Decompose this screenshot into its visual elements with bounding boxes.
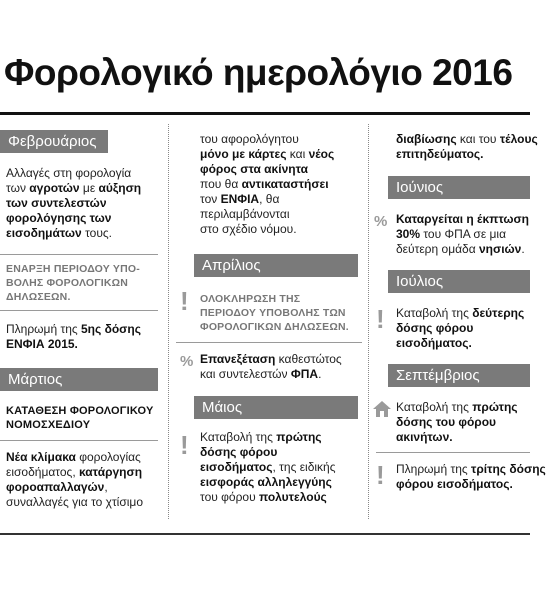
exclamation-icon: ! xyxy=(180,430,189,460)
may-line1b: πρώτης xyxy=(276,430,322,444)
may-line4: εισφοράς αλληλεγγύης xyxy=(200,475,332,489)
month-header-feb: Φεβρουάριος xyxy=(0,130,108,153)
mar-caps-line1: ΚΑΤΑΘΕΣΗ ΦΟΡΟΛΟΓΙΚΟΥ xyxy=(6,405,154,417)
sep-text xyxy=(396,400,546,445)
feb-line4: φορολόγησης των xyxy=(6,211,112,225)
mar-caps-line2: ΝΟΜΟΣΧΕΔΙΟΥ xyxy=(6,419,91,431)
feb-line1: Αλλαγές στη φορολογία xyxy=(6,166,132,180)
feb-caps-line2: ΒΟΛΗΣ ΦΟΡΟΛΟΓΙΚΩΝ xyxy=(6,277,129,289)
feb-line3: των συντελεστών xyxy=(6,196,107,210)
jun-line3b: νησιών xyxy=(479,242,522,256)
col2-line7: στο σχέδιο νόμου. xyxy=(200,222,297,236)
apr-line1a: Επανεξέταση xyxy=(200,352,276,366)
percent-icon: % xyxy=(180,353,194,370)
divider xyxy=(176,342,362,343)
sep-line3: ακινήτων. xyxy=(396,430,453,444)
sep2-line1b: τρίτης δόσης xyxy=(471,462,546,476)
column-divider xyxy=(368,124,369,519)
jun-text xyxy=(396,212,546,257)
apr-caps-line2: ΠΕΡΙΟΔΟΥ ΥΠΟΒΟΛΗΣ ΤΩΝ xyxy=(200,307,346,319)
month-header-may: Μάιος xyxy=(194,396,358,419)
apr-caps-line3: ΦΟΡΟΛΟΓΙΚΩΝ ΔΗΛΩΣΕΩΝ. xyxy=(200,321,349,333)
apr-line1b: καθεστώτος xyxy=(275,352,342,366)
exclamation-icon: ! xyxy=(180,286,189,316)
sep-line1a: Καταβολή της xyxy=(396,400,473,414)
mar-line1a: Νέα κλίμακα xyxy=(6,450,76,464)
month-header-mar: Μάρτιος xyxy=(0,368,158,391)
mar-line1b: φορολογίας xyxy=(75,450,141,464)
enfia-line2: ΕΝΦΙΑ 2015. xyxy=(6,337,78,351)
jun-line2a: 30% xyxy=(396,227,421,241)
exclamation-icon: ! xyxy=(376,460,385,490)
sep-text-2 xyxy=(396,462,546,492)
mar-line4: συναλλαγές για το χτίσιμο xyxy=(6,495,144,509)
col2-line2c: νέος xyxy=(308,147,335,161)
enfia-line1b: 5ης δόσης xyxy=(81,322,141,336)
feb-line2d: αύξηση xyxy=(98,181,142,195)
mar-line3b: , xyxy=(104,480,108,494)
mar-line2b: κατάργηση xyxy=(79,465,143,479)
month-header-jul: Ιούλιος xyxy=(388,270,530,293)
feb-line5b: τους. xyxy=(81,226,112,240)
apr-line2c: . xyxy=(318,367,322,381)
feb-line2b: αγροτών xyxy=(29,181,80,195)
col2-top-text xyxy=(200,132,370,237)
may-line5a: του φόρου xyxy=(200,490,259,504)
jul-line1a: Καταβολή της xyxy=(396,306,473,320)
jun-line2b: του ΦΠΑ σε μια xyxy=(420,227,507,241)
feb-line2c: με xyxy=(79,181,99,195)
bottom-rule xyxy=(0,533,530,535)
col3-top-text xyxy=(396,132,546,162)
page-title: Φορολογικό ημερολόγιο 2016 xyxy=(4,52,513,93)
feb-enfia-text xyxy=(6,322,164,352)
may-line2: δόσης φόρου xyxy=(200,445,278,459)
col3-line1b: και του xyxy=(456,132,500,146)
may-text xyxy=(200,430,372,505)
month-header-jun: Ιούνιος xyxy=(388,176,530,199)
may-line1a: Καταβολή της xyxy=(200,430,277,444)
house-icon xyxy=(372,400,392,421)
enfia-line1a: Πληρωμή της xyxy=(6,322,81,336)
col2-line2b: και xyxy=(286,147,309,161)
mar-line2a: εισοδήματος, xyxy=(6,465,79,479)
exclamation-icon: ! xyxy=(376,304,385,334)
feb-text xyxy=(6,166,166,241)
col2-line5a: τον xyxy=(200,192,221,206)
col2-line4b: αντικαταστήσει xyxy=(241,177,329,191)
mar-line3a: φοροαπαλλαγών xyxy=(6,480,105,494)
jun-line1: Καταργείται η έκπτωση xyxy=(396,212,530,226)
col2-line2a: μόνο με κάρτες xyxy=(200,147,287,161)
col3-line2: επιτηδεύματος. xyxy=(396,147,484,161)
col2-line5b: ΕΝΦΙΑ xyxy=(220,192,260,206)
mar-caps-block xyxy=(6,404,166,432)
feb-line2a: των xyxy=(6,181,30,195)
sep2-line1a: Πληρωμή της xyxy=(396,462,471,476)
title-rule xyxy=(0,112,530,115)
month-header-sep: Σεπτέμβριος xyxy=(388,364,530,387)
may-line3b: , της ειδικής xyxy=(272,460,336,474)
apr-caps-line1: ΟΛΟΚΛΗΡΩΣΗ ΤΗΣ xyxy=(200,293,301,305)
jul-line1b: δεύτερης xyxy=(472,306,525,320)
may-line5b: πολυτελούς xyxy=(259,490,327,504)
divider xyxy=(0,310,158,311)
jun-line3c: . xyxy=(521,242,525,256)
may-line3a: εισοδήματος xyxy=(200,460,273,474)
feb-line5a: εισοδημάτων xyxy=(6,226,82,240)
apr-caps-block xyxy=(200,292,372,334)
column-divider xyxy=(168,124,169,519)
sep-line1b: πρώτης xyxy=(472,400,518,414)
sep-line2: δόσης του φόρου xyxy=(396,415,497,429)
col2-line4a: που θα xyxy=(200,177,242,191)
jul-line2: δόσης φόρου xyxy=(396,321,474,335)
col3-line1c: τέλους xyxy=(499,132,538,146)
month-header-apr: Απρίλιος xyxy=(194,254,358,277)
apr-line2a: και συντελεστών xyxy=(200,367,291,381)
jun-line3a: δεύτερη ομάδα xyxy=(396,242,479,256)
col2-line6: περιλαμβάνονται xyxy=(200,207,290,221)
jul-line3: εισοδήματος. xyxy=(396,336,472,350)
col3-line1a: διαβίωσης xyxy=(396,132,457,146)
percent-icon: % xyxy=(374,213,388,230)
feb-caps-line1: ΕΝΑΡΞΗ ΠΕΡΙΟΔΟΥ ΥΠΟ- xyxy=(6,263,140,275)
divider xyxy=(376,452,530,453)
apr-text xyxy=(200,352,370,382)
mar-text xyxy=(6,450,168,510)
jul-text xyxy=(396,306,546,351)
col2-line3: φόρος στα ακίνητα xyxy=(200,162,308,176)
col2-line5c: , θα xyxy=(259,192,280,206)
sep2-line2: φόρου εισοδήματος. xyxy=(396,477,513,491)
feb-caps-block xyxy=(6,262,164,304)
apr-line2b: ΦΠΑ xyxy=(290,367,319,381)
feb-caps-line3: ΔΗΛΩΣΕΩΝ. xyxy=(6,291,71,303)
divider xyxy=(0,254,158,255)
col2-line1: του αφορολόγητου xyxy=(200,132,299,146)
house-icon-svg xyxy=(372,400,392,418)
divider xyxy=(0,440,158,441)
